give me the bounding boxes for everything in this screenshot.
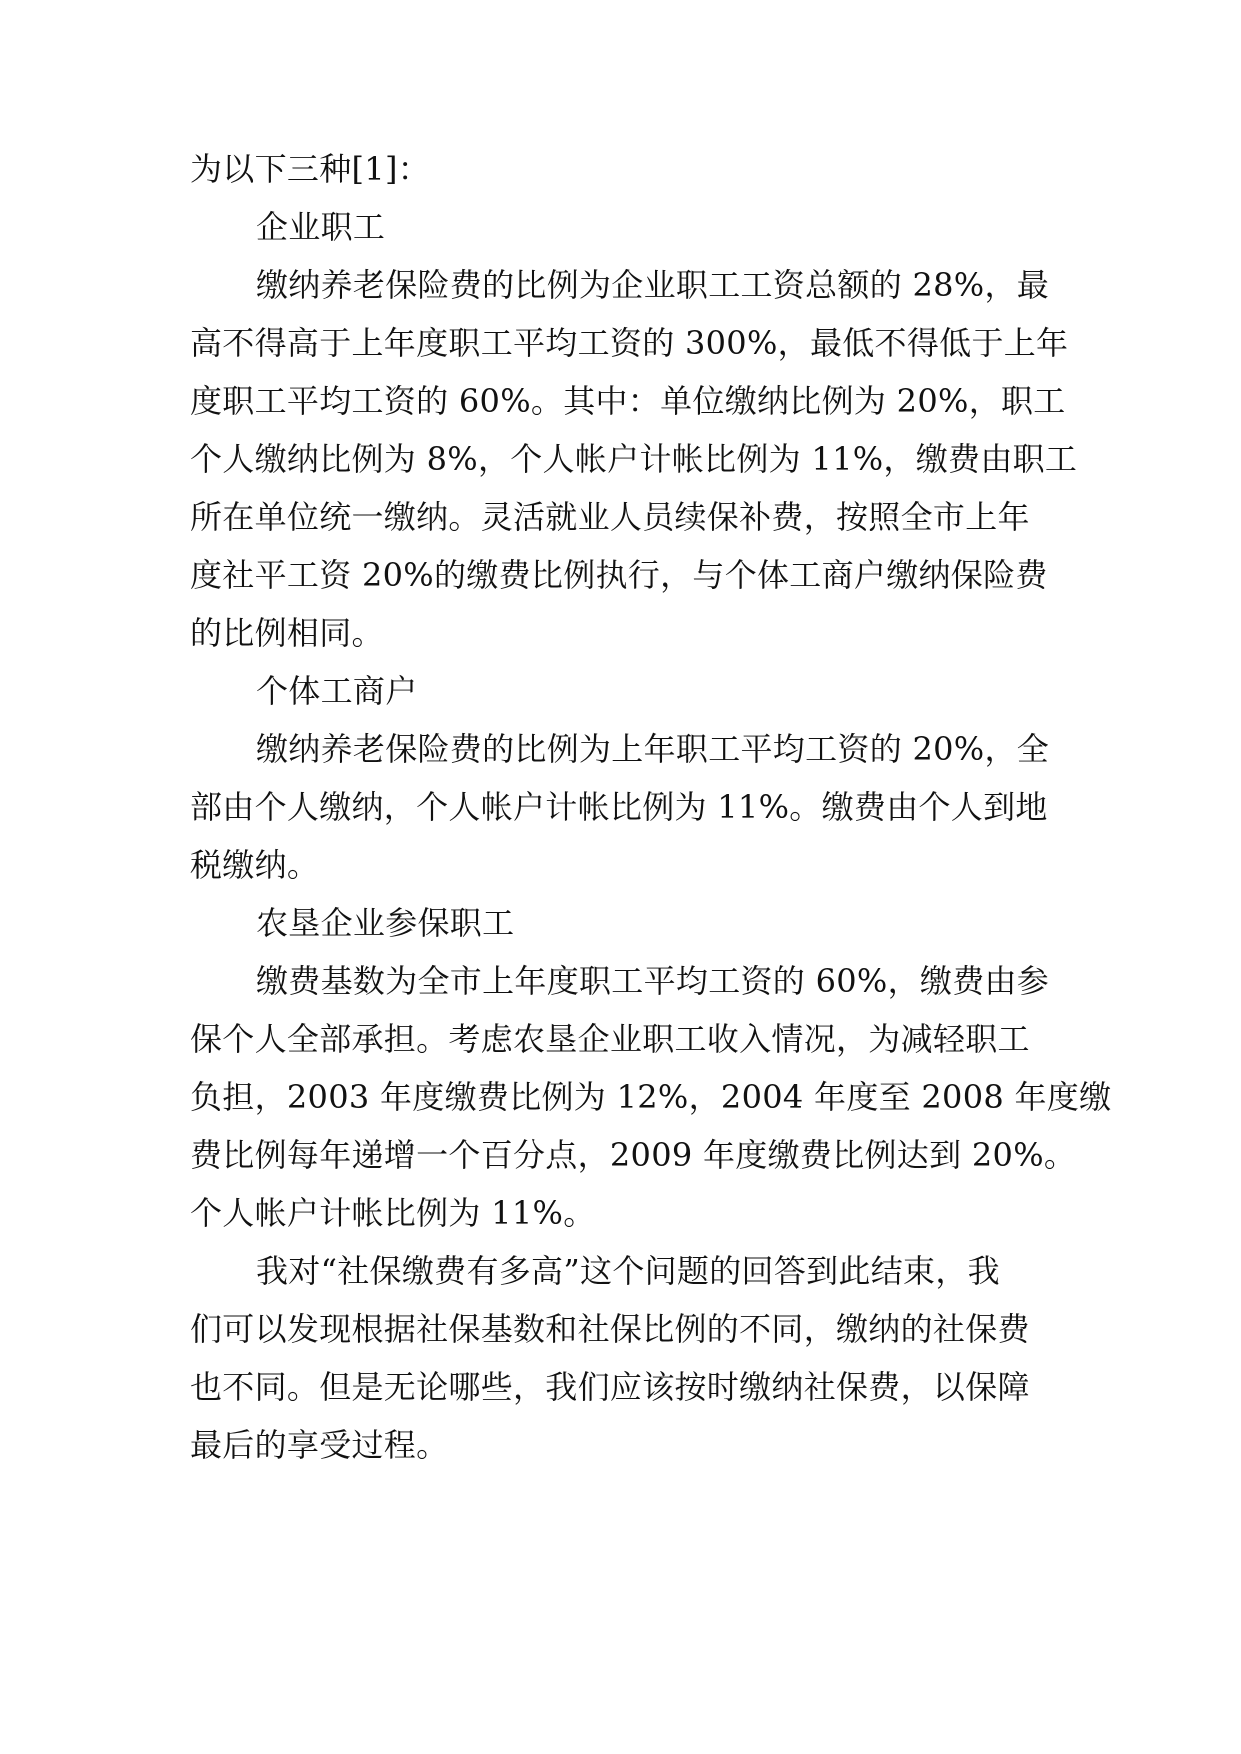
text-line: 度社平工资 20%的缴费比例执行，与个体工商户缴纳保险费 bbox=[190, 556, 1048, 594]
text-line: 缴纳养老保险费的比例为企业职工工资总额的 28%，最 bbox=[256, 266, 1050, 304]
text-line: 保个人全部承担。考虑农垦企业职工收入情况，为减轻职工 bbox=[190, 1020, 1030, 1058]
text-line: 缴纳养老保险费的比例为上年职工平均工资的 20%，全 bbox=[256, 730, 1050, 768]
text-line: 所在单位统一缴纳。灵活就业人员续保补费，按照全市上年 bbox=[190, 498, 1030, 536]
text-line: 也不同。但是无论哪些，我们应该按时缴纳社保费，以保障 bbox=[190, 1368, 1030, 1406]
text-line: 为以下三种[1]： bbox=[190, 150, 431, 188]
text-line: 我对“社保缴费有多高”这个问题的回答到此结束，我 bbox=[256, 1252, 1000, 1290]
section-heading-individual: 个体工商户 bbox=[256, 672, 418, 710]
text-line: 们可以发现根据社保基数和社保比例的不同，缴纳的社保费 bbox=[190, 1310, 1030, 1348]
text-line: 税缴纳。 bbox=[190, 846, 320, 884]
section-heading-enterprise: 企业职工 bbox=[256, 208, 386, 246]
text-line: 度职工平均工资的 60%。其中：单位缴纳比例为 20%，职工 bbox=[190, 382, 1066, 420]
text-line: 个人帐户计帐比例为 11%。 bbox=[190, 1194, 596, 1232]
text-line: 费比例每年递增一个百分点，2009 年度缴费比例达到 20%。 bbox=[190, 1136, 1077, 1174]
text-line: 负担，2003 年度缴费比例为 12%，2004 年度至 2008 年度缴 bbox=[190, 1078, 1112, 1116]
text-line: 最后的享受过程。 bbox=[190, 1426, 449, 1464]
text-line: 高不得高于上年度职工平均工资的 300%，最低不得低于上年 bbox=[190, 324, 1069, 362]
section-heading-farm: 农垦企业参保职工 bbox=[256, 904, 515, 942]
text-line: 缴费基数为全市上年度职工平均工资的 60%，缴费由参 bbox=[256, 962, 1050, 1000]
text-line: 的比例相同。 bbox=[190, 614, 384, 652]
text-line: 个人缴纳比例为 8%，个人帐户计帐比例为 11%，缴费由职工 bbox=[190, 440, 1078, 478]
text-line: 部由个人缴纳，个人帐户计帐比例为 11%。缴费由个人到地 bbox=[190, 788, 1048, 826]
